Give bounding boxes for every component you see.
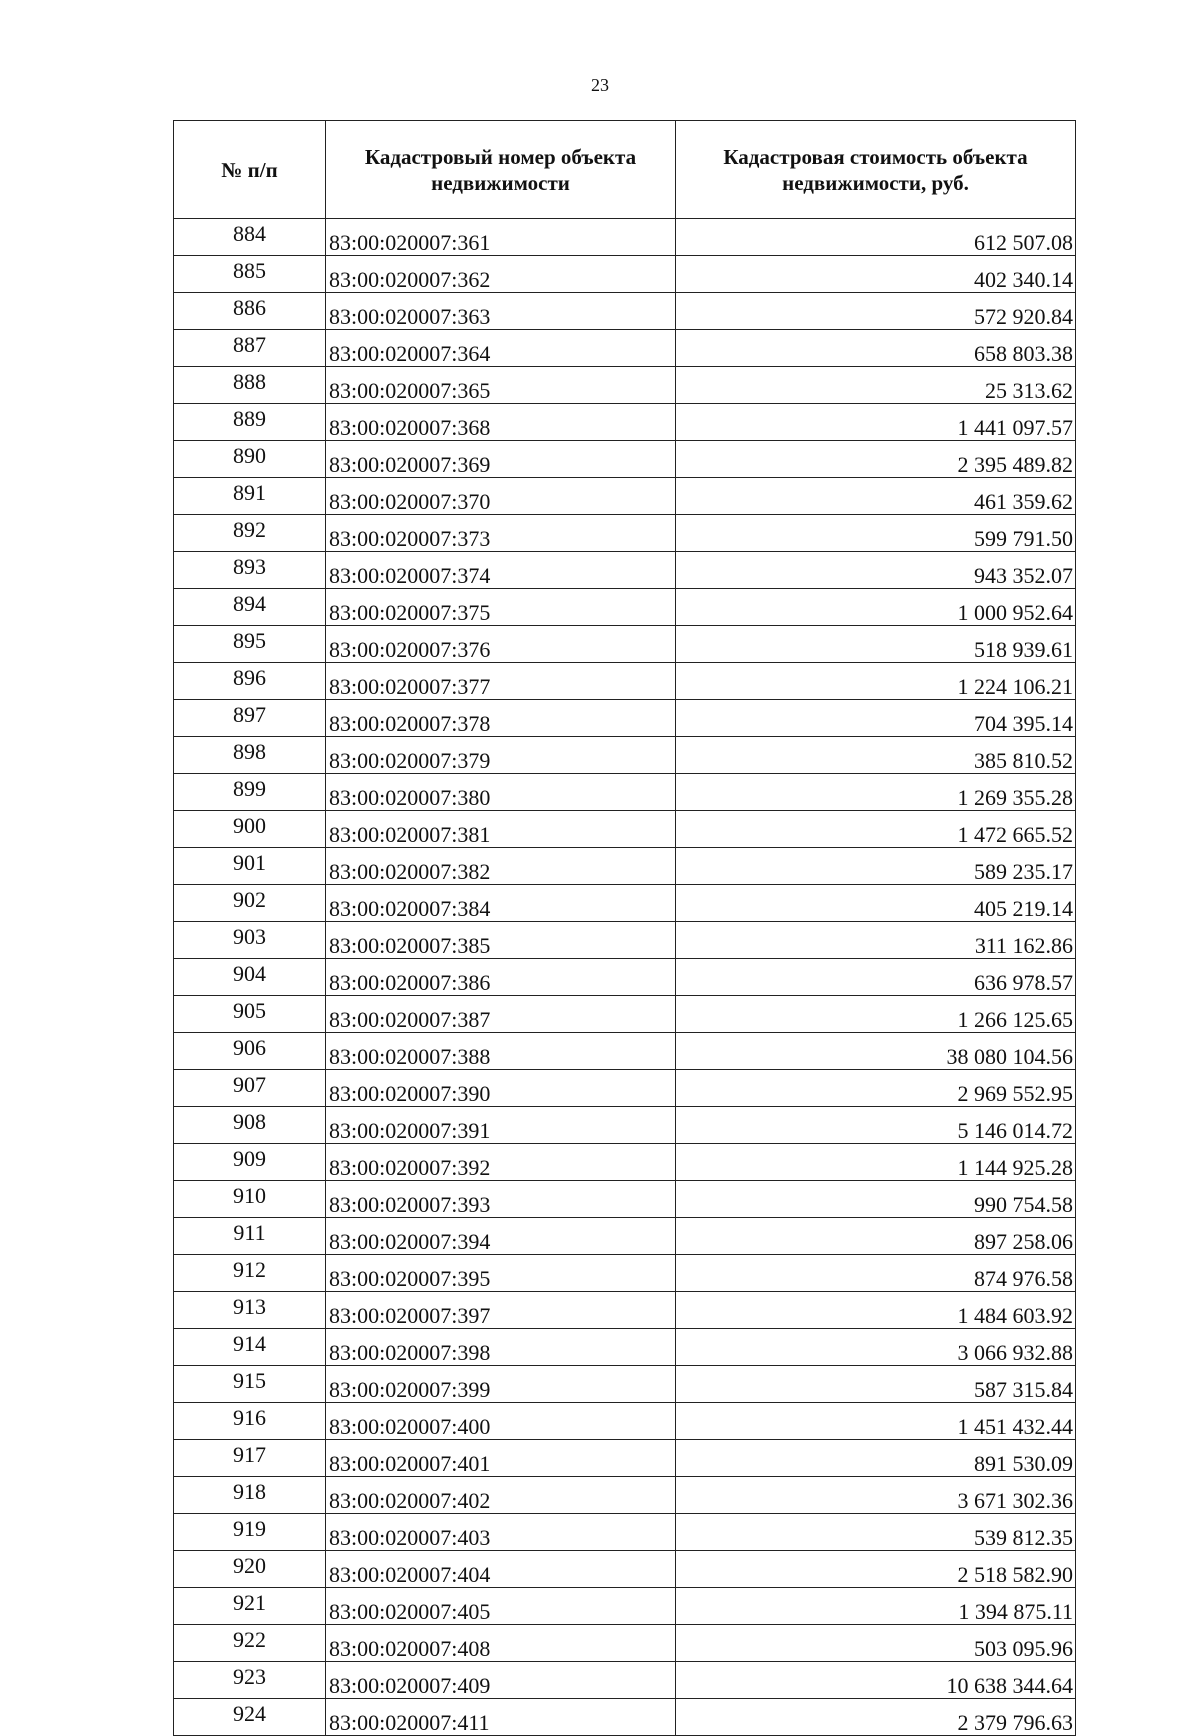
- cadastral-number: 83:00:020007:411: [326, 1699, 676, 1736]
- cadastral-value: 2 395 489.82: [676, 441, 1076, 478]
- cadastral-number: 83:00:020007:368: [326, 404, 676, 441]
- cadastral-value: 1 144 925.28: [676, 1144, 1076, 1181]
- table-row: [174, 1033, 1076, 1070]
- table-row: [174, 1292, 1076, 1329]
- header-number: № п/п: [174, 121, 326, 219]
- table-row: [174, 922, 1076, 959]
- cadastral-value: 1 441 097.57: [676, 404, 1076, 441]
- table-row: [174, 404, 1076, 441]
- table-row: [174, 996, 1076, 1033]
- cadastral-value: 891 530.09: [676, 1440, 1076, 1477]
- cadastral-value: 3 671 302.36: [676, 1477, 1076, 1514]
- cadastral-number: 83:00:020007:376: [326, 626, 676, 663]
- row-number: 911: [174, 1218, 326, 1255]
- cadastral-value: 1 266 125.65: [676, 996, 1076, 1033]
- cadastral-number: 83:00:020007:364: [326, 330, 676, 367]
- cadastral-value: 3 066 932.88: [676, 1329, 1076, 1366]
- row-number: 923: [174, 1662, 326, 1699]
- row-number: 914: [174, 1329, 326, 1366]
- row-number: 918: [174, 1477, 326, 1514]
- row-number: 895: [174, 626, 326, 663]
- cadastral-value: 503 095.96: [676, 1625, 1076, 1662]
- cadastral-number: 83:00:020007:405: [326, 1588, 676, 1625]
- cadastral-value: 2 379 796.63: [676, 1699, 1076, 1736]
- row-number: 913: [174, 1292, 326, 1329]
- cadastral-number: 83:00:020007:377: [326, 663, 676, 700]
- cadastral-number: 83:00:020007:370: [326, 478, 676, 515]
- table-body: [174, 219, 1076, 1736]
- page-number: 23: [591, 75, 609, 95]
- cadastral-number: 83:00:020007:409: [326, 1662, 676, 1699]
- cadastral-number: 83:00:020007:403: [326, 1514, 676, 1551]
- cadastral-value: 897 258.06: [676, 1218, 1076, 1255]
- row-number: 922: [174, 1625, 326, 1662]
- header-row: [174, 121, 1076, 219]
- cadastral-value: 2 518 582.90: [676, 1551, 1076, 1588]
- cadastral-value: 572 920.84: [676, 293, 1076, 330]
- cadastral-value: 2 969 552.95: [676, 1070, 1076, 1107]
- cadastral-number: 83:00:020007:362: [326, 256, 676, 293]
- table-row: [174, 1514, 1076, 1551]
- row-number: 893: [174, 552, 326, 589]
- cadastral-number: 83:00:020007:379: [326, 737, 676, 774]
- table-row: [174, 1218, 1076, 1255]
- cadastral-number: 83:00:020007:361: [326, 219, 676, 256]
- table-row: [174, 1625, 1076, 1662]
- table-row: [174, 1070, 1076, 1107]
- cadastral-value: 539 812.35: [676, 1514, 1076, 1551]
- cadastral-number: 83:00:020007:374: [326, 552, 676, 589]
- cadastral-value: 658 803.38: [676, 330, 1076, 367]
- table-row: [174, 737, 1076, 774]
- row-number: 896: [174, 663, 326, 700]
- cadastral-number: 83:00:020007:384: [326, 885, 676, 922]
- table-row: [174, 700, 1076, 737]
- cadastral-number: 83:00:020007:397: [326, 1292, 676, 1329]
- cadastral-number: 83:00:020007:381: [326, 811, 676, 848]
- cadastral-number: 83:00:020007:398: [326, 1329, 676, 1366]
- cadastral-value: 405 219.14: [676, 885, 1076, 922]
- cadastral-number: 83:00:020007:401: [326, 1440, 676, 1477]
- table-row: [174, 552, 1076, 589]
- table-row: [174, 1662, 1076, 1699]
- table-row: [174, 885, 1076, 922]
- cadastral-value: 311 162.86: [676, 922, 1076, 959]
- row-number: 886: [174, 293, 326, 330]
- cadastral-value: 874 976.58: [676, 1255, 1076, 1292]
- cadastral-value: 1 269 355.28: [676, 774, 1076, 811]
- cadastral-number: 83:00:020007:393: [326, 1181, 676, 1218]
- table-row: [174, 811, 1076, 848]
- cadastral-table: [173, 120, 1076, 1736]
- row-number: 897: [174, 700, 326, 737]
- row-number: 904: [174, 959, 326, 996]
- row-number: 917: [174, 1440, 326, 1477]
- table-row: [174, 589, 1076, 626]
- table-row: [174, 774, 1076, 811]
- table-row: [174, 663, 1076, 700]
- row-number: 899: [174, 774, 326, 811]
- cadastral-value: 518 939.61: [676, 626, 1076, 663]
- table-row: [174, 959, 1076, 996]
- cadastral-number: 83:00:020007:387: [326, 996, 676, 1033]
- table-row: [174, 219, 1076, 256]
- cadastral-value: 1 484 603.92: [676, 1292, 1076, 1329]
- cadastral-value: 612 507.08: [676, 219, 1076, 256]
- table-row: [174, 1366, 1076, 1403]
- table-row: [174, 1551, 1076, 1588]
- row-number: 909: [174, 1144, 326, 1181]
- cadastral-number: 83:00:020007:399: [326, 1366, 676, 1403]
- row-number: 919: [174, 1514, 326, 1551]
- cadastral-number: 83:00:020007:365: [326, 367, 676, 404]
- row-number: 901: [174, 848, 326, 885]
- cadastral-value: 385 810.52: [676, 737, 1076, 774]
- row-number: 905: [174, 996, 326, 1033]
- cadastral-number: 83:00:020007:388: [326, 1033, 676, 1070]
- cadastral-value: 587 315.84: [676, 1366, 1076, 1403]
- row-number: 908: [174, 1107, 326, 1144]
- cadastral-value: 1 224 106.21: [676, 663, 1076, 700]
- table-row: [174, 1440, 1076, 1477]
- row-number: 898: [174, 737, 326, 774]
- row-number: 892: [174, 515, 326, 552]
- table-row: [174, 293, 1076, 330]
- cadastral-number: 83:00:020007:380: [326, 774, 676, 811]
- row-number: 894: [174, 589, 326, 626]
- row-number: 902: [174, 885, 326, 922]
- table-row: [174, 256, 1076, 293]
- row-number: 906: [174, 1033, 326, 1070]
- table-row: [174, 626, 1076, 663]
- cadastral-value: 1 451 432.44: [676, 1403, 1076, 1440]
- cadastral-number: 83:00:020007:369: [326, 441, 676, 478]
- cadastral-number: 83:00:020007:375: [326, 589, 676, 626]
- row-number: 890: [174, 441, 326, 478]
- row-number: 916: [174, 1403, 326, 1440]
- cadastral-number: 83:00:020007:382: [326, 848, 676, 885]
- cadastral-number: 83:00:020007:395: [326, 1255, 676, 1292]
- cadastral-value: 599 791.50: [676, 515, 1076, 552]
- row-number: 887: [174, 330, 326, 367]
- cadastral-value: 10 638 344.64: [676, 1662, 1076, 1699]
- table-row: [174, 1329, 1076, 1366]
- cadastral-number: 83:00:020007:386: [326, 959, 676, 996]
- row-number: 888: [174, 367, 326, 404]
- table-header: [174, 121, 1076, 219]
- row-number: 885: [174, 256, 326, 293]
- row-number: 907: [174, 1070, 326, 1107]
- header-cadastral-value: Кадастровая стоимость объекта недвижимости, руб.: [676, 121, 1076, 219]
- cadastral-value: 1 394 875.11: [676, 1588, 1076, 1625]
- cadastral-value: 461 359.62: [676, 478, 1076, 515]
- cadastral-number: 83:00:020007:408: [326, 1625, 676, 1662]
- header-cadastral-number: Кадастровый номер объекта недвижимости: [326, 121, 676, 219]
- table-row: [174, 848, 1076, 885]
- cadastral-value: 636 978.57: [676, 959, 1076, 996]
- cadastral-number: 83:00:020007:390: [326, 1070, 676, 1107]
- table-row: [174, 1107, 1076, 1144]
- cadastral-number: 83:00:020007:392: [326, 1144, 676, 1181]
- table-row: [174, 1477, 1076, 1514]
- row-number: 910: [174, 1181, 326, 1218]
- table-row: [174, 367, 1076, 404]
- cadastral-value: 704 395.14: [676, 700, 1076, 737]
- table-row: [174, 1403, 1076, 1440]
- table-row: [174, 1144, 1076, 1181]
- cadastral-number: 83:00:020007:363: [326, 293, 676, 330]
- row-number: 915: [174, 1366, 326, 1403]
- table-row: [174, 1699, 1076, 1736]
- cadastral-value: 1 000 952.64: [676, 589, 1076, 626]
- table-row: [174, 478, 1076, 515]
- cadastral-number: 83:00:020007:373: [326, 515, 676, 552]
- row-number: 884: [174, 219, 326, 256]
- cadastral-number: 83:00:020007:385: [326, 922, 676, 959]
- row-number: 900: [174, 811, 326, 848]
- table-row: [174, 515, 1076, 552]
- cadastral-value: 943 352.07: [676, 552, 1076, 589]
- cadastral-number: 83:00:020007:391: [326, 1107, 676, 1144]
- table-row: [174, 1255, 1076, 1292]
- cadastral-value: 402 340.14: [676, 256, 1076, 293]
- row-number: 924: [174, 1699, 326, 1736]
- row-number: 912: [174, 1255, 326, 1292]
- table-row: [174, 441, 1076, 478]
- cadastral-value: 1 472 665.52: [676, 811, 1076, 848]
- table-row: [174, 1181, 1076, 1218]
- cadastral-number: 83:00:020007:400: [326, 1403, 676, 1440]
- cadastral-number: 83:00:020007:402: [326, 1477, 676, 1514]
- cadastral-number: 83:00:020007:404: [326, 1551, 676, 1588]
- cadastral-number: 83:00:020007:378: [326, 700, 676, 737]
- table-row: [174, 330, 1076, 367]
- cadastral-value: 5 146 014.72: [676, 1107, 1076, 1144]
- table-row: [174, 1588, 1076, 1625]
- row-number: 920: [174, 1551, 326, 1588]
- row-number: 889: [174, 404, 326, 441]
- cadastral-value: 589 235.17: [676, 848, 1076, 885]
- cadastral-value: 25 313.62: [676, 367, 1076, 404]
- cadastral-number: 83:00:020007:394: [326, 1218, 676, 1255]
- row-number: 903: [174, 922, 326, 959]
- row-number: 921: [174, 1588, 326, 1625]
- cadastral-value: 38 080 104.56: [676, 1033, 1076, 1070]
- cadastral-value: 990 754.58: [676, 1181, 1076, 1218]
- row-number: 891: [174, 478, 326, 515]
